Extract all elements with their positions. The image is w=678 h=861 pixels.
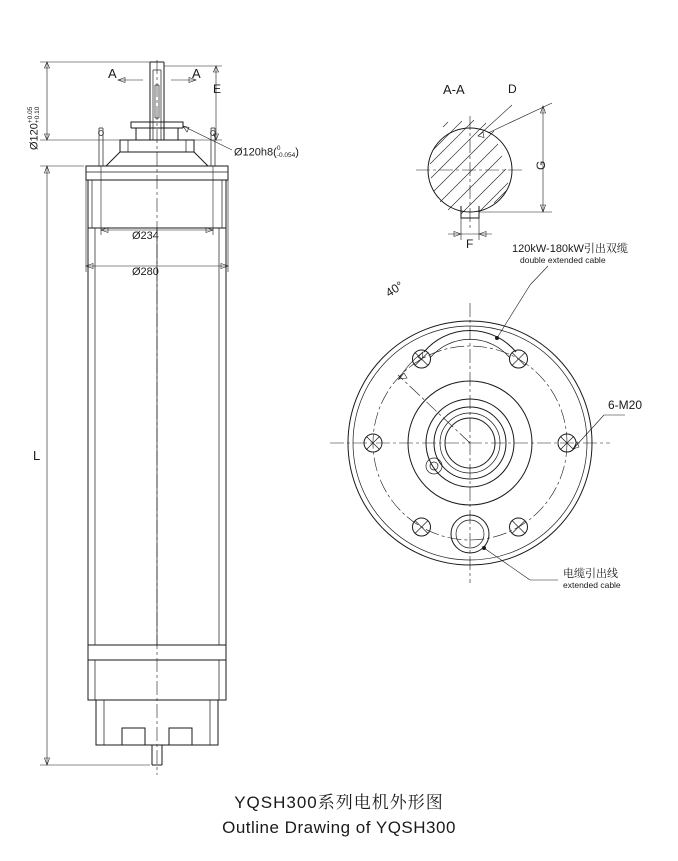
- flange-plan-view: [330, 266, 625, 583]
- detail-view-title: A-A: [443, 82, 465, 97]
- dimension-shaft-tolerance-stack: [28, 107, 42, 123]
- section-label-a-right: A: [192, 66, 201, 81]
- annotation-extended-cable-cn: 电缆引出线: [563, 568, 618, 580]
- annotation-double-cable-en: double extended cable: [520, 255, 606, 265]
- dimension-shaft-fit-stack: [277, 146, 295, 160]
- dimension-shaft-tolerance-value: Ø120: [28, 123, 41, 150]
- dimension-key-seat: F: [466, 237, 474, 251]
- tolerance-lower: +0.10: [33, 106, 41, 124]
- annotation-double-cable-cn: 120kW-180kW引出双缆: [512, 243, 628, 255]
- dimension-shaft-fit: [234, 146, 299, 160]
- dimension-key-height: E: [213, 82, 222, 96]
- shaft-fit-upper: 0: [276, 145, 281, 152]
- section-a-a-view: [416, 103, 552, 240]
- dimension-bolt-spec: 6-M20: [608, 398, 643, 412]
- dimension-overall-length: L: [33, 448, 41, 463]
- dimension-shaft-fit-main: Ø120h8(: [234, 146, 277, 159]
- dimension-key-depth: G: [534, 160, 548, 170]
- annotation-extended-cable-en: extended cable: [563, 580, 621, 590]
- dimension-bolt-circle: Ø234: [132, 230, 159, 242]
- tolerance-upper: +0.05: [27, 106, 34, 124]
- section-label-a-left: A: [108, 66, 117, 81]
- drawing-title-english: Outline Drawing of YQSH300: [222, 818, 456, 837]
- motor-front-view: [86, 60, 228, 775]
- dimension-key-width: D: [508, 82, 517, 96]
- dimension-flange-outer: Ø280: [132, 266, 159, 278]
- drawing-title-chinese: YQSH300系列电机外形图: [234, 793, 444, 812]
- dimension-shaft-fit-close: ): [295, 146, 299, 159]
- dimension-bolt-angle: 40°: [383, 278, 406, 300]
- dimension-shaft-tolerance: [28, 107, 42, 150]
- shaft-fit-lower: -0.054: [276, 151, 296, 159]
